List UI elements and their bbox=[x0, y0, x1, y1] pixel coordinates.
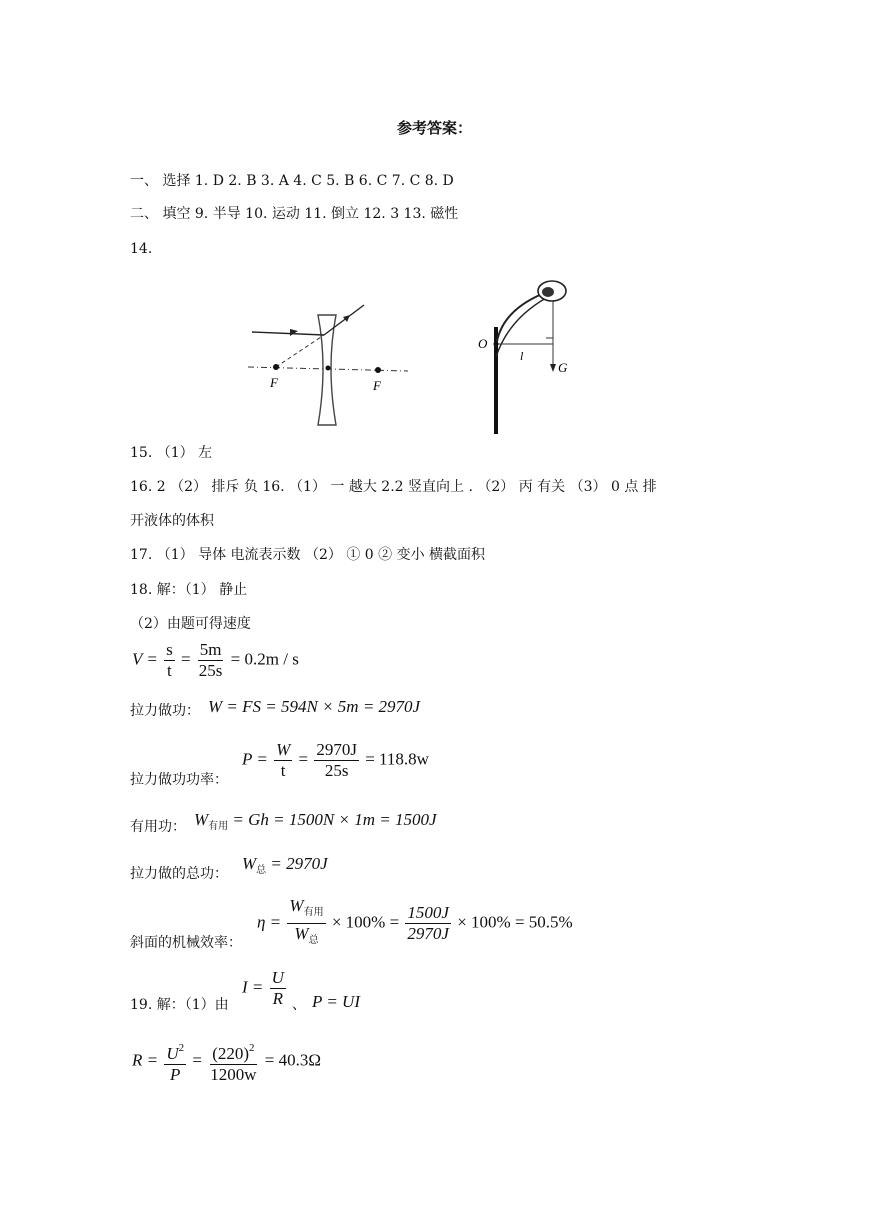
work-formula: W = FS = 594N × 5m = 2970J bbox=[208, 697, 421, 716]
subscript: 有用 bbox=[208, 821, 229, 832]
page-title: 参考答案： bbox=[397, 119, 473, 137]
power-law-formula: P = UI bbox=[312, 992, 360, 1011]
total-work-formula bbox=[242, 854, 328, 876]
lamp-arm bbox=[496, 294, 542, 347]
gravity-arrow bbox=[550, 364, 556, 372]
work-symbol: W bbox=[289, 896, 304, 915]
power-lhs: P = bbox=[242, 749, 268, 769]
denominator: 25s bbox=[324, 761, 349, 780]
base: U bbox=[166, 1044, 179, 1063]
ohm-lhs: I = bbox=[242, 977, 264, 997]
optical-center bbox=[326, 366, 331, 371]
useful-work-label: 有用功： bbox=[130, 819, 186, 835]
label-f-right: F bbox=[373, 378, 381, 393]
fraction bbox=[164, 640, 175, 681]
resistance-formula bbox=[132, 1038, 321, 1085]
resistance-lhs: R = bbox=[132, 1050, 159, 1070]
question-18-part1: 18. 解：（1） 静止 bbox=[130, 582, 248, 598]
speed-lhs: V = bbox=[132, 649, 158, 669]
fraction bbox=[270, 968, 286, 1009]
fraction bbox=[314, 740, 359, 781]
fraction bbox=[164, 1038, 186, 1085]
fraction bbox=[287, 896, 325, 951]
numerator: 5m bbox=[199, 640, 222, 659]
label-f-left: F bbox=[270, 375, 278, 390]
ohm-law-formula bbox=[242, 968, 288, 1009]
work-label: 拉力做功： bbox=[130, 703, 200, 719]
efficiency-lhs: η = bbox=[257, 912, 282, 932]
speed-formula bbox=[132, 640, 299, 681]
result: = 0.2m / s bbox=[230, 649, 299, 669]
power-label: 拉力做功功率： bbox=[130, 772, 228, 788]
lamp-bulb bbox=[542, 287, 554, 297]
fraction bbox=[208, 1038, 258, 1085]
numerator: s bbox=[166, 640, 173, 659]
work-symbol: W bbox=[242, 854, 257, 873]
numerator: 2970J bbox=[316, 740, 357, 759]
useful-work-formula bbox=[194, 810, 437, 832]
work-symbol: W bbox=[294, 924, 309, 943]
question-18-part2: （2）由题可得速度 bbox=[130, 616, 251, 632]
numerator: 1500J bbox=[407, 903, 449, 922]
multiplier: × 100% = bbox=[331, 912, 400, 932]
right-angle-mark bbox=[546, 338, 553, 344]
denominator: t bbox=[167, 661, 172, 680]
denominator: 25s bbox=[198, 661, 223, 680]
equals: = bbox=[298, 749, 309, 769]
label-g: G bbox=[558, 360, 568, 375]
total-work-label: 拉力做的总功： bbox=[130, 866, 228, 882]
lens-ray-diagram bbox=[240, 295, 420, 440]
power-formula bbox=[242, 740, 429, 781]
pivot-point bbox=[494, 342, 499, 347]
question-17: 17. （1） 导体 电流表示数 （2） ① 0 ② 变小 横截面积 bbox=[130, 547, 486, 563]
label-o: O bbox=[478, 336, 488, 351]
expression: = Gh = 1500N × 1m = 1500J bbox=[232, 810, 437, 829]
label-l: l bbox=[520, 349, 524, 363]
incident-ray bbox=[252, 332, 324, 335]
numerator bbox=[287, 896, 325, 924]
equals: = bbox=[192, 1050, 202, 1070]
question-19-label: 19. 解：（1）由 bbox=[130, 997, 229, 1013]
fraction bbox=[405, 903, 451, 944]
ray-arrow bbox=[290, 329, 298, 336]
superscript: 2 bbox=[249, 1042, 255, 1054]
ray-arrow bbox=[343, 315, 350, 322]
efficiency-label: 斜面的机械效率： bbox=[130, 935, 242, 951]
subscript: 总 bbox=[256, 865, 267, 876]
superscript: 2 bbox=[178, 1042, 185, 1054]
virtual-ray-extension bbox=[276, 335, 324, 367]
refracted-ray bbox=[324, 305, 364, 335]
work-symbol: W bbox=[194, 810, 209, 829]
fill-answers: 二、 填空 9. 半导 10. 运动 11. 倒立 12. 3 13. 磁性 bbox=[130, 206, 459, 222]
question-15: 15. （1） 左 bbox=[130, 445, 213, 461]
result: × 100% = 50.5% bbox=[457, 912, 573, 932]
subscript: 有用 bbox=[303, 907, 324, 918]
separator: 、 bbox=[292, 997, 306, 1013]
efficiency-formula bbox=[257, 896, 573, 951]
numerator: W bbox=[276, 740, 291, 759]
result: = 118.8w bbox=[365, 749, 429, 769]
subscript: 总 bbox=[308, 935, 319, 946]
result: = 40.3Ω bbox=[264, 1050, 321, 1070]
question-16-line2: 开液体的体积 bbox=[130, 513, 214, 529]
focal-point-left bbox=[273, 364, 279, 370]
focal-point-right bbox=[375, 367, 381, 373]
denominator bbox=[292, 924, 320, 951]
question-16-line1: 16. 2 （2） 排斥 负 16. （1） 一 越大 2.2 竖直向上 . （2） 丙 有关 （3） 0 点 排 bbox=[130, 479, 657, 495]
fraction bbox=[197, 640, 225, 681]
denominator: 2970J bbox=[407, 924, 449, 943]
denominator: P bbox=[170, 1065, 181, 1084]
denominator: t bbox=[280, 761, 286, 780]
choice-answers: 一、 选择 1. D 2. B 3. A 4. C 5. B 6. C 7. C 8. D bbox=[130, 173, 454, 189]
base: (220) bbox=[212, 1044, 250, 1063]
numerator bbox=[164, 1038, 186, 1065]
fraction bbox=[274, 740, 292, 781]
expression: = 2970J bbox=[270, 854, 328, 873]
question-14-label: 14. bbox=[130, 241, 153, 257]
denominator: R bbox=[272, 989, 283, 1008]
lamp-lever-diagram bbox=[470, 272, 580, 442]
equals: = bbox=[180, 649, 191, 669]
numerator: U bbox=[271, 968, 284, 987]
numerator bbox=[210, 1038, 256, 1065]
denominator: 1200w bbox=[210, 1065, 257, 1084]
